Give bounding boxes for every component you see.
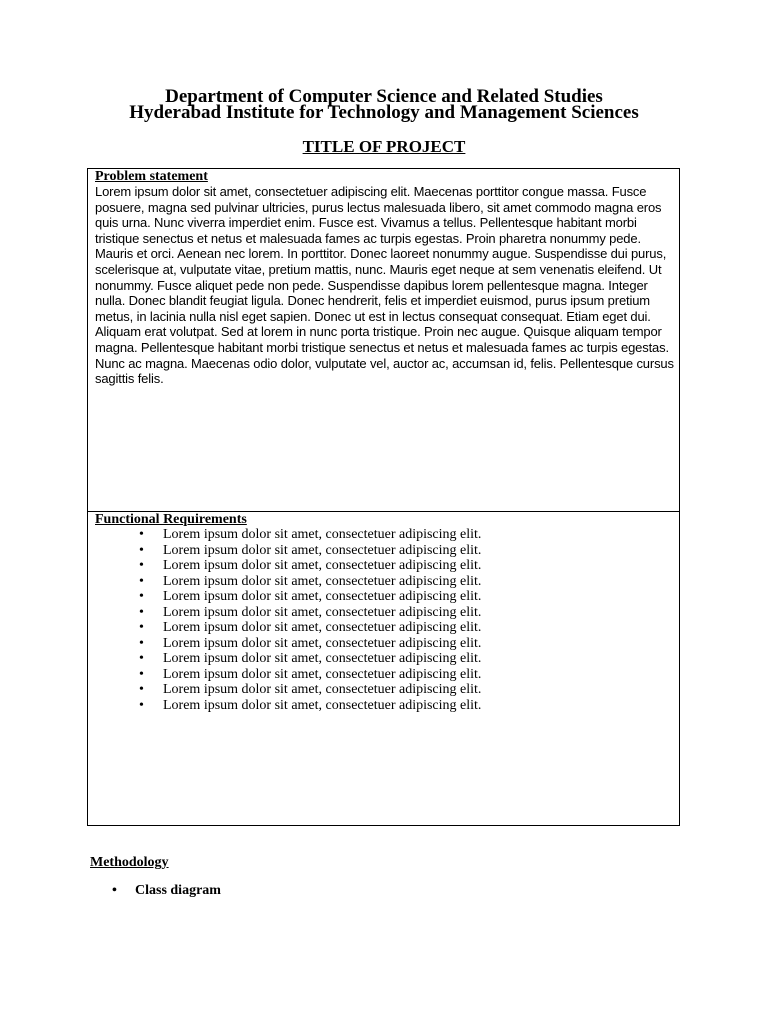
list-item <box>88 667 481 683</box>
list-item <box>88 698 481 714</box>
list-item-text: Lorem ipsum dolor sit amet, consectetuer adipiscing elit. <box>163 604 482 620</box>
bullet-icon: • <box>139 542 144 558</box>
functional-requirements-box <box>87 511 680 826</box>
list-item <box>0 883 221 899</box>
list-item <box>88 527 481 543</box>
list-item-text: Lorem ipsum dolor sit amet, consectetuer adipiscing elit. <box>163 666 482 682</box>
problem-statement-text: Lorem ipsum dolor sit amet, consectetuer adipiscing elit. Maecenas porttitor congue massa. Fusce posuere, magna sed pulvinar ultricies, purus lectus malesuada libero, sit amet commodo magna eros quis urna. Nunc viverra imperdiet enim. Fusce est. Vivamus a tellus. Pellentesque habitant morbi tristique senectus et netus et malesuada fames ac turpis egestas. Proin pharetra nonummy pede. Mauris et orci. Aenean nec lorem. In porttitor. Donec laoreet nonummy augue. Suspendisse dui purus, scelerisque at, vulputate vitae, pretium mattis, nunc. Mauris eget neque at sem venenatis eleifend. Ut nonummy. Fusce aliquet pede non pede. Suspendisse dapibus lorem pellentesque magna. Integer nulla. Donec blandit feugiat ligula. Donec hendrerit, felis et imperdiet euismod, purus ipsum pretium metus, in lacinia nulla nisl eget sapien. Donec ut est in lectus consequat consequat. Etiam eget dui. Aliquam erat volutpat. Sed at lorem in nunc porta tristique. Proin nec augue. Quisque aliquam tempor magna. Pellentesque habitant morbi tristique senectus et netus et malesuada fames ac turpis egestas. Nunc ac magna. Maecenas odio dolor, vulputate vel, auctor ac, accumsan id, felis. Pellentesque cursus sagittis felis. <box>95 184 674 387</box>
list-item <box>88 574 481 590</box>
problem-statement-box <box>87 168 680 512</box>
list-item <box>88 682 481 698</box>
list-item-text: Lorem ipsum dolor sit amet, consectetuer adipiscing elit. <box>163 527 482 542</box>
bullet-icon: • <box>139 651 144 666</box>
bullet-icon: • <box>139 666 144 682</box>
problem-statement-heading: Problem statement <box>95 169 208 184</box>
list-item <box>88 636 481 652</box>
list-item-text: Lorem ipsum dolor sit amet, consectetuer adipiscing elit. <box>163 620 482 635</box>
list-item <box>88 543 481 559</box>
list-item <box>88 589 481 605</box>
bullet-icon: • <box>112 883 117 898</box>
list-item <box>88 651 481 667</box>
bullet-icon: • <box>139 620 144 635</box>
document-header <box>0 86 768 123</box>
list-item-text: Lorem ipsum dolor sit amet, consectetuer adipiscing elit. <box>163 589 482 604</box>
list-item-text: Class diagram <box>135 883 221 898</box>
list-item <box>88 620 481 636</box>
bullet-icon: • <box>139 682 144 697</box>
institute-name: Hyderabad Institute for Technology and Management Sciences <box>129 102 639 123</box>
list-item-text: Lorem ipsum dolor sit amet, consectetuer adipiscing elit. <box>163 573 482 589</box>
list-item <box>88 605 481 621</box>
list-item-text: Lorem ipsum dolor sit amet, consectetuer adipiscing elit. <box>163 651 482 666</box>
list-item-text: Lorem ipsum dolor sit amet, consectetuer adipiscing elit. <box>163 697 482 713</box>
bullet-icon: • <box>139 573 144 589</box>
bullet-icon: • <box>139 589 144 604</box>
project-title: TITLE OF PROJECT <box>302 137 466 156</box>
department-name: Department of Computer Science and Related Studies <box>165 86 603 107</box>
bullet-icon: • <box>139 697 144 713</box>
methodology-heading: Methodology <box>90 855 169 870</box>
bullet-icon: • <box>139 527 144 542</box>
functional-requirements-list <box>88 527 481 713</box>
methodology-list <box>0 883 221 899</box>
bullet-icon: • <box>139 558 144 573</box>
list-item-text: Lorem ipsum dolor sit amet, consectetuer adipiscing elit. <box>163 542 482 558</box>
list-item-text: Lorem ipsum dolor sit amet, consectetuer adipiscing elit. <box>163 682 482 697</box>
list-item-text: Lorem ipsum dolor sit amet, consectetuer adipiscing elit. <box>163 558 482 573</box>
bullet-icon: • <box>139 635 144 651</box>
bullet-icon: • <box>139 604 144 620</box>
functional-requirements-heading: Functional Requirements <box>95 512 247 527</box>
list-item <box>88 558 481 574</box>
list-item-text: Lorem ipsum dolor sit amet, consectetuer adipiscing elit. <box>163 635 482 651</box>
